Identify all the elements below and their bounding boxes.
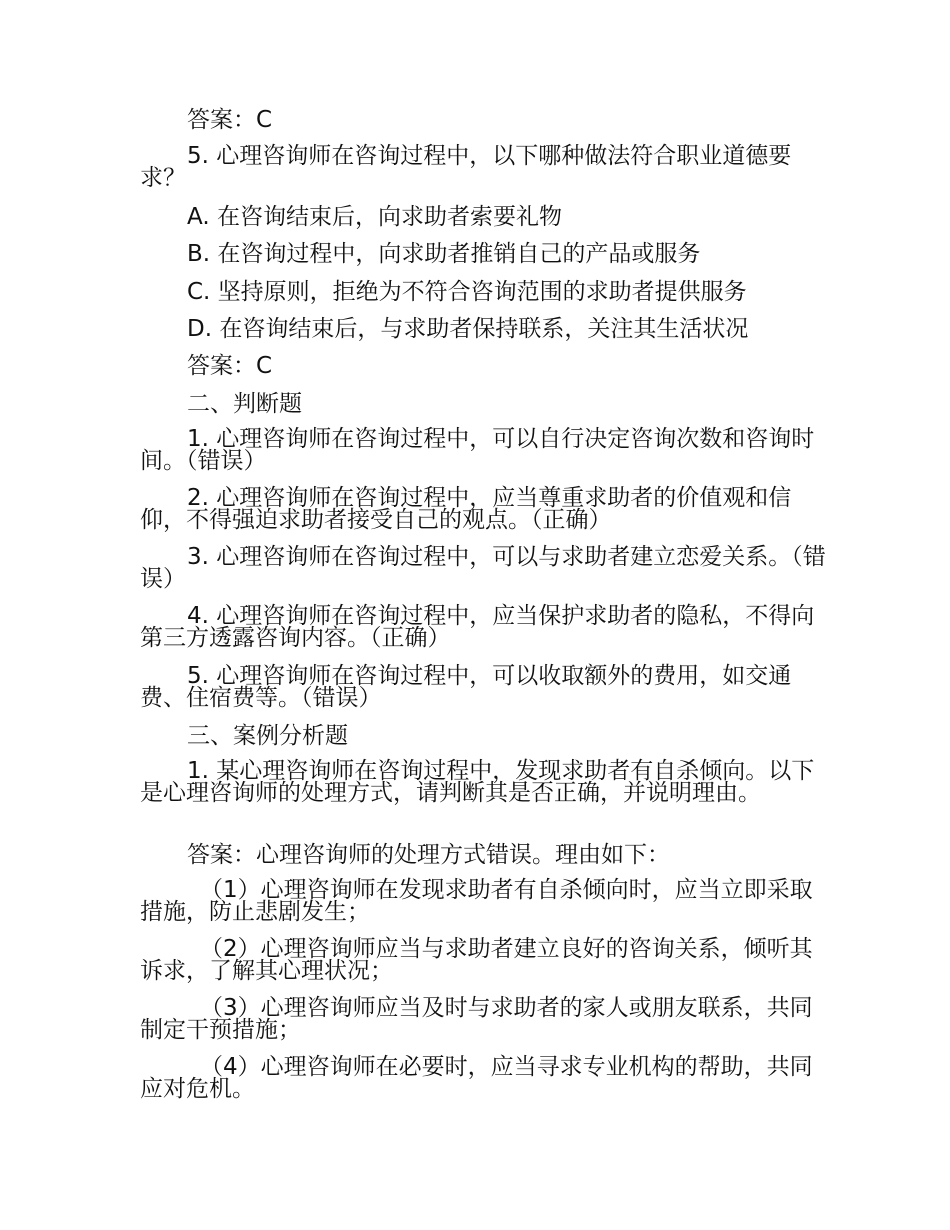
reason-3: （3）心理咨询师应当及时与求助者的家人或朋友联系，共同制定干预措施； <box>140 995 813 1043</box>
judgment-item-2: 2. 心理咨询师在咨询过程中，应当尊重求助者的价值观和信仰，不得强迫求助者接受自己的观点。（正确） <box>140 485 792 533</box>
option-b: B. 在咨询过程中，向求助者推销自己的产品或服务 <box>187 241 701 267</box>
option-a: A. 在咨询结束后，向求助者索要礼物 <box>187 204 562 230</box>
reason-2: （2）心理咨询师应当与求助者建立良好的咨询关系，倾听其诉求，了解其心理状况； <box>140 936 813 984</box>
case-answer: 答案：心理咨询师的处理方式错误。理由如下： <box>187 842 670 868</box>
reason-4: （4）心理咨询师在必要时，应当寻求专业机构的帮助，共同应对危机。 <box>140 1054 813 1102</box>
judgment-item-1: 1. 心理咨询师在咨询过程中，可以自行决定咨询次数和咨询时间。（错误） <box>140 426 815 474</box>
question-5: 5. 心理咨询师在咨询过程中，以下哪种做法符合职业道德要求？ <box>140 143 792 191</box>
option-d: D. 在咨询结束后，与求助者保持联系，关注其生活状况 <box>187 316 749 342</box>
case-question-1: 1. 某心理咨询师在咨询过程中，发现求助者有自杀倾向。以下是心理咨询师的处理方式，请判断其是否正确，并说明理由。 <box>140 758 815 806</box>
section-heading-case: 三、案例分析题 <box>187 723 348 749</box>
judgment-item-4: 4. 心理咨询师在咨询过程中，应当保护求助者的隐私，不得向第三方透露咨询内容。（正确） <box>140 603 815 651</box>
judgment-item-3: 3. 心理咨询师在咨询过程中，可以与求助者建立恋爱关系。（错误） <box>140 544 826 592</box>
section-heading-judgment: 二、判断题 <box>187 391 302 417</box>
option-c: C. 坚持原则，拒绝为不符合咨询范围的求助者提供服务 <box>187 279 747 305</box>
judgment-item-5: 5. 心理咨询师在咨询过程中，可以收取额外的费用，如交通费、住宿费等。（错误） <box>140 663 792 711</box>
reason-1: （1）心理咨询师在发现求助者有自杀倾向时，应当立即采取措施，防止悲剧发生； <box>140 877 813 925</box>
answer-line-2: 答案：C <box>187 353 273 379</box>
answer-line: 答案：C <box>187 107 273 133</box>
